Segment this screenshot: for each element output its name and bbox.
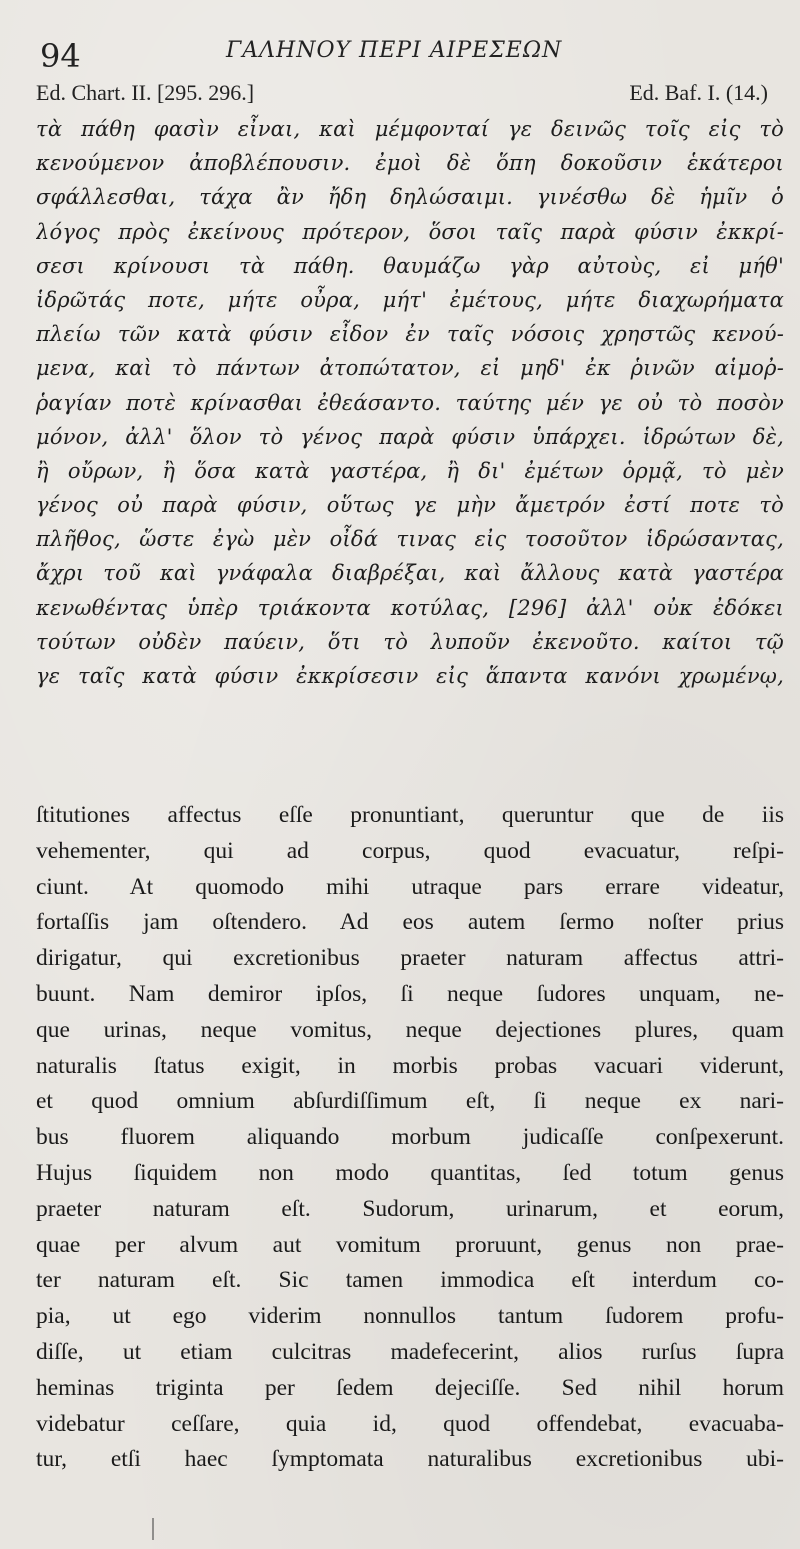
greek-line: κενωθέντας ὑπὲρ τριάκοντα κοτύλας, [296] ἀλλ' οὐκ ἐδόκει — [36, 595, 784, 620]
latin-line: vehementer, qui ad corpus, quod evacuatur, reſpi- — [36, 837, 784, 864]
greek-line: σφάλλεσθαι, τάχα ἂν ἤδη δηλώσαιμι. γινέσθω δὲ ἡμῖν ὁ — [36, 185, 784, 210]
margin-rule-mark — [152, 1518, 154, 1540]
latin-line: bus fluorem aliquando morbum judicaſſe conſpexerunt. — [36, 1124, 784, 1151]
latin-text-column — [36, 798, 784, 1478]
latin-line: heminas triginta per ſedem dejeciſſe. Sed nihil horum — [36, 1374, 784, 1401]
latin-line: quae per alvum aut vomitum proruunt, genus non prae- — [36, 1231, 784, 1258]
greek-line: κενούμενον ἀποβλέπουσιν. ἐμοὶ δὲ ὅπη δοκοῦσιν ἑκάτεροι — [36, 151, 784, 176]
greek-line: σεσι κρίνουσι τὰ πάθη. θαυμάζω γὰρ αὐτοὺς, εἰ μήθ' — [36, 253, 784, 278]
greek-line: πλῆθος, ὥστε ἐγὼ μὲν οἶδά τινας εἰς τοσοῦτον ἱδρώσαντας, — [36, 527, 784, 552]
latin-line: et quod omnium abſurdiſſimum eſt, ſi neque ex nari- — [36, 1088, 784, 1115]
greek-line: μόνον, ἀλλ' ὅλον τὸ γένος παρὰ φύσιν ὑπάρχει. ἱδρώτων δὲ, — [36, 424, 784, 449]
greek-line: μενα, καὶ τὸ πάντων ἀτοπώτατον, εἰ μηδ' ἐκ ῥινῶν αἱμοῤ- — [36, 356, 784, 381]
latin-line: ciunt. At quomodo mihi utraque pars errare videatur, — [36, 873, 784, 900]
page-number: 94 — [40, 37, 81, 75]
latin-line: buunt. Nam demiror ipſos, ſi neque ſudores unquam, ne- — [36, 980, 784, 1007]
latin-line: praeter naturam eſt. Sudorum, urinarum, et eorum, — [36, 1195, 784, 1222]
edition-reference-chartier: Ed. Chart. II. [295. 296.] — [36, 80, 255, 105]
latin-line: diſſe, ut etiam culcitras madefecerint, alios rurſus ſupra — [36, 1338, 784, 1365]
greek-line: τὰ πάθη φασὶν εἶναι, καὶ μέμφονταί γε δεινῶς τοῖς εἰς τὸ — [36, 117, 784, 141]
greek-line: ἢ οὔρων, ἢ ὅσα κατὰ γαστέρα, ἢ δι' ἐμέτων ὁρμᾷ, τὸ μὲν — [36, 458, 784, 483]
greek-line: γένος οὐ παρὰ φύσιν, οὕτως γε μὴν ἄμετρόν ἐστί ποτε τὸ — [36, 493, 784, 518]
greek-line: τούτων οὐδὲν παύειν, ὅτι τὸ λυποῦν ἐκενοῦτο. καίτοι τῷ — [36, 629, 784, 654]
latin-line: tur, etſi haec ſymptomata naturalibus excretionibus ubi- — [36, 1446, 784, 1473]
latin-line: dirigatur, qui excretionibus praeter naturam affectus attri- — [36, 945, 784, 972]
page-header — [36, 30, 766, 75]
latin-line: que urinas, neque vomitus, neque dejectiones plures, quam — [36, 1016, 784, 1043]
edition-reference-basel: Ed. Baf. I. (14.) — [629, 80, 768, 105]
latin-line: Hujus ſiquidem non modo quantitas, ſed totum genus — [36, 1159, 784, 1186]
greek-text-column — [36, 112, 784, 693]
latin-line: naturalis ſtatus exigit, in morbis probas vacuari viderunt, — [36, 1052, 784, 1079]
latin-line: videbatur ceſſare, quia id, quod offendebat, evacuaba- — [36, 1410, 784, 1437]
greek-line: ἄχρι τοῦ καὶ γνάφαλα διαβρέξαι, καὶ ἄλλους κατὰ γαστέρα — [36, 561, 784, 586]
greek-line: ῥαγίαν ποτὲ κρίνασθαι ἐθεάσαντο. ταύτης μέν γε οὐ τὸ ποσὸν — [36, 390, 784, 415]
edition-reference-line — [36, 80, 768, 110]
latin-line: pia, ut ego viderim nonnullos tantum ſudorem profu- — [36, 1303, 784, 1330]
greek-line: ἱδρῶτάς ποτε, μήτε οὖρα, μήτ' ἐμέτους, μήτε διαχωρήματα — [36, 287, 784, 312]
running-title: ΓΑΛΗΝΟΥ ΠΕΡΙ ΑΙΡΕΣΕΩΝ — [226, 38, 563, 63]
greek-line: λόγος πρὸς ἐκείνους πρότερον, ὅσοι ταῖς παρὰ φύσιν ἐκκρί- — [36, 219, 784, 244]
latin-line: ſtitutiones affectus eſſe pronuntiant, queruntur que de iis — [36, 802, 784, 828]
greek-line: γε ταῖς κατὰ φύσιν ἐκκρίσεσιν εἰς ἅπαντα κανόνι χρωμένῳ, — [36, 664, 784, 688]
latin-line: fortaſſis jam oſtendero. Ad eos autem ſermo noſter prius — [36, 909, 784, 936]
greek-line: πλείω τῶν κατὰ φύσιν εἶδον ἐν ταῖς νόσοις χρηστῶς κενού- — [36, 322, 784, 347]
latin-line: ter naturam eſt. Sic tamen immodica eſt interdum co- — [36, 1267, 784, 1294]
